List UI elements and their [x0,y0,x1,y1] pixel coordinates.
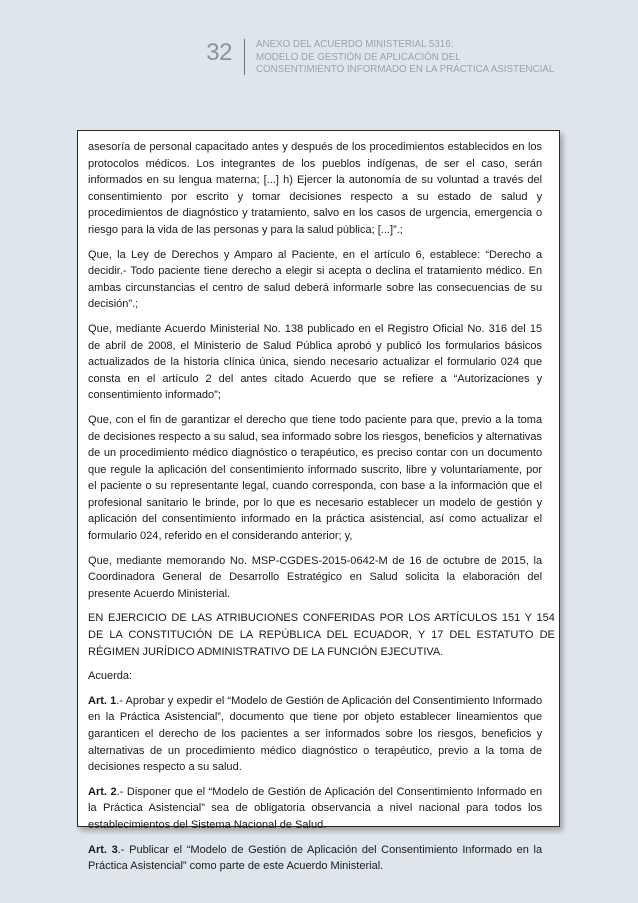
paragraph: Que, mediante memorando No. MSP-CGDES-2015-0642-M de 16 de octubre de 2015, la Coordinadora General de Desarrollo Estratégico en Salud solicita la elaboración del presente Acuerdo Ministerial. [88,554,543,600]
page-number: 32 [206,39,232,66]
header-divider [244,39,245,75]
article-3 [88,842,542,875]
content-frame [77,130,560,873]
article-label: Art. 3 [88,843,118,856]
article-2 [88,784,542,834]
document-title-line: MODELO DE GESTIÓN DE APLICACIÓN DEL [256,50,461,63]
article-label: Art. 2 [88,785,117,798]
acuerda-heading: Acuerda: [88,670,133,683]
document-title [256,38,577,76]
attributions-paragraph: EN EJERCICIO DE LAS ATRIBUCIONES CONFERIDAS POR LOS ARTÍCULOS 151 Y 154 DE LA CONSTITUCIÓN DE LA REPÚBLICA DEL ECUADOR, Y 17 DEL ESTATUTO DE RÉGIMEN JURÍDICO ADMINISTRATIVO DE LA FUNCIÓN EJECUTIVA. [88,612,555,658]
page-header [0,37,638,81]
article-1 [88,693,542,776]
article-label: Art. 1 [88,694,117,707]
article-text: .- Aprobar y expedir el “Modelo de Gestión de Aplicación del Consentimiento Informado en la Práctica Asistencial”, documento que tiene por objeto establecer lineamientos que garanticen el derecho de los pacientes a ser informados sobre los riesgos, beneficios y alternativas de un procedimiento médico diagnóstico o terapéutico, previo a la toma de decisiones respecto a su salud. [88,694,543,774]
paragraph: Que, la Ley de Derechos y Amparo al Paciente, en el artículo 6, establece: “Derecho a decidir.- Todo paciente tiene derecho a elegir si acepta o declina el tratamiento médico. En ambas circunstancias el centro de salud deberá informarle sobre las consecuencias de su decisión”.; [88,248,543,311]
paragraph: asesoría de personal capacitado antes y después de los procedimientos establecidos en los protocolos médicos. Los integrantes de los pueblos indígenas, de ser el caso, serán informados en su lengua materna; [...] h) Ejercer la autonomía de su voluntad a través del consentimiento por escrito y tomar decisiones respecto a su estado de salud y procedimientos de diagnóstico y tratamiento, salvo en los casos de urgencia, emergencia o riesgo para la vida de las personas y para la salud pública; [...]”.; [88,141,543,236]
document-title-line: ANEXO DEL ACUERDO MINISTERIAL 5316: [256,38,454,50]
article-text: .- Publicar el “Modelo de Gestión de Aplicación del Consentimiento Informado en la Práctica Asistencial” como parte de este Acuerdo Ministerial. [88,843,543,873]
document-title-line: CONSENTIMIENTO INFORMADO EN LA PRÁCTICA ASISTENCIAL [256,63,555,75]
paragraph: Que, con el fin de garantizar el derecho que tiene todo paciente para que, previo a la toma de decisiones respecto a su salud, sea informado sobre los riesgos, beneficios y alternativas de un procedimiento médico diagnóstico o terapéutico, es preciso contar con un documento que regule la aplicación del consentimiento informado suscrito, libre y voluntariamente, por el paciente o su representante legal, cuando corresponda, con base a la información que el profesional sanitario le brinde, por lo que es necesario establecer un modelo de gestión y aplicación del consentimiento informado en la práctica asistencial, así como actualizar el formulario 024, referido en el considerando anterior; y, [88,413,543,543]
paragraph: Que, mediante Acuerdo Ministerial No. 138 publicado en el Registro Oficial No. 316 del 15 de abril de 2008, el Ministerio de Salud Pública aprobó y publicó los formularios básicos actualizados de la historia clínica única, siendo necesario actualizar el formulario 024 que consta en el artículo 2 del antes citado Acuerdo que se refiere a “Autorizaciones y consentimiento informado”; [88,322,543,402]
article-text: .- Disponer que el “Modelo de Gestión de Aplicación del Consentimiento Informado en la Práctica Asistencial” sea de obligatoria observancia a nivel nacional para todos los establecimientos del Sistema Nacional de Salud. [88,785,543,831]
body-text [88,139,555,883]
